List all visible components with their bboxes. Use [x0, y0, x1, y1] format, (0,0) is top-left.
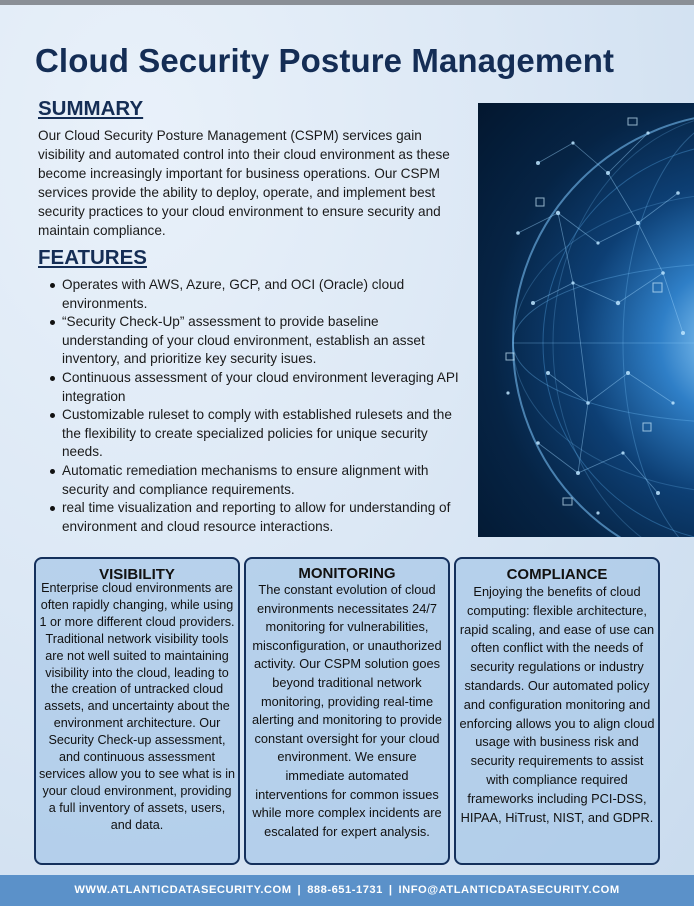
visibility-card [34, 557, 240, 865]
globe-network-graphic [478, 103, 694, 537]
feature-item: “Security Check-Up” assessment to provide baseline understanding of your cloud environment, establish an asset inventory, and prioritize key security isues. [48, 313, 466, 369]
features-heading: FEATURES [38, 246, 147, 269]
footer-bar [0, 875, 694, 906]
visibility-title: VISIBILITY [99, 566, 175, 583]
footer-phone[interactable]: 888-651-1731 [307, 884, 383, 896]
footer-separator: | [388, 884, 393, 896]
footer-website-link[interactable]: WWW.ATLANTICDATASECURITY.COM [74, 884, 292, 896]
feature-item: Automatic remediation mechanisms to ensure alignment with security and compliance requirements. [48, 462, 466, 499]
monitoring-title: MONITORING [298, 565, 396, 582]
compliance-card [454, 557, 660, 865]
monitoring-card [244, 557, 450, 865]
compliance-text: Enjoying the benefits of cloud computing: flexible architecture, rapid scaling, and ease of use can often conflict with the needs of security regulations or industry standards. Our automated policy and configuration monitoring and enforcing allows you to align cloud usage with business risk and security requirements to assist with compliance required frameworks including PCI-DSS, HIPAA, HiTrust, NIST, and GDPR. [459, 584, 655, 825]
feature-item: real time visualization and reporting to allow for understanding of environment and cloud resource interactions. [48, 499, 466, 536]
page-title: Cloud Security Posture Management [35, 42, 615, 79]
compliance-title: COMPLIANCE [506, 566, 608, 583]
summary-text: Our Cloud Security Posture Management (CSPM) services gain visibility and automated control into their cloud environment as these become increasingly important for business operations. Our CSPM services provide the ability to deploy, operate, and implement best security practices to your cloud environment to ensure security and maintain compliance. [38, 128, 450, 238]
feature-item: Continuous assessment of your cloud environment leveraging API integration [48, 369, 466, 406]
features-list [48, 276, 466, 536]
feature-item: Operates with AWS, Azure, GCP, and OCI (Oracle) cloud environments. [48, 276, 466, 313]
footer-separator: | [297, 884, 302, 896]
feature-item: Customizable ruleset to comply with established rulesets and the the flexibility to create specialized policies for unique security needs. [48, 406, 466, 462]
monitoring-text: The constant evolution of cloud environments necessitates 24/7 monitoring for vulnerabilities, misconfiguration, or unauthorized activity. Our CSPM solution goes beyond traditional network monitoring, providing real-time alerting and monitoring to provide constant oversight for your cloud environment. We ensure immediate automated interventions for common issues while more complex incidents are escalated for expert analysis. [252, 582, 442, 839]
globe-image [478, 103, 694, 537]
top-divider [0, 0, 694, 5]
footer-email-link[interactable]: INFO@ATLANTICDATASECURITY.COM [398, 884, 620, 896]
visibility-text: Enterprise cloud environments are often rapidly changing, while using 1 or more different cloud providers. Traditional network visibility tools are not well suited to maintaining visibility into the cloud, leading to the creation of untracked cloud assets, and uncertainty about the environment architecture. Our Security Check-up assessment, and continuous assessment services allow you to see what is in your cloud environment, providing a full inventory of assets, users, and data. [39, 581, 235, 832]
summary-heading: SUMMARY [38, 97, 144, 120]
